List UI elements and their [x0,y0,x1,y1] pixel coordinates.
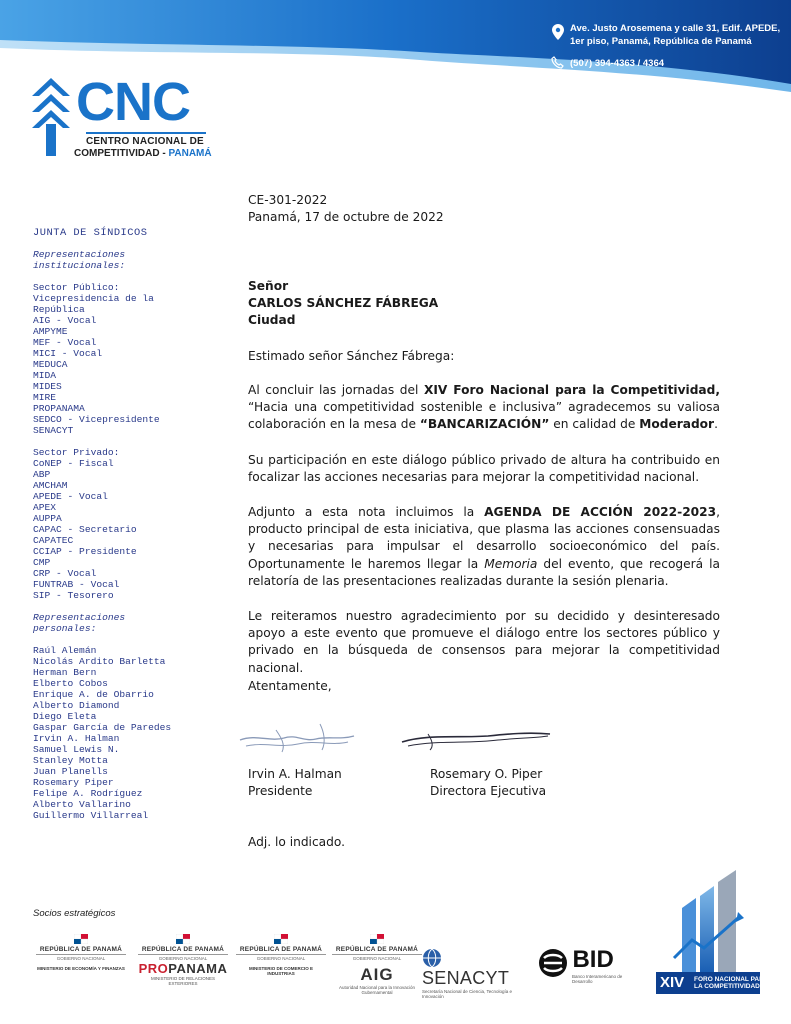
bid-wordmark: BID [572,946,614,973]
attachment-note: Adj. lo indicado. [248,835,345,849]
rep-name: REPÚBLICA DE PANAMÁ [239,946,323,953]
list-item: Samuel Lewis N. [33,744,120,755]
partner-propanama [138,934,228,986]
rep-name: REPÚBLICA DE PANAMÁ [39,946,123,953]
rep-sub: GOBIERNO NACIONAL [236,954,326,961]
list-item: Enrique A. de Obarrio [33,689,154,700]
list-item: MEDUCA [33,359,68,370]
list-item: Rosemary Piper [33,777,114,788]
list-item: FUNTRAB - Vocal [33,579,120,590]
rep-name: REPÚBLICA DE PANAMÁ [335,946,419,953]
partner-mef [36,934,126,971]
logo-line-2-text: COMPETITIVIDAD - [74,148,166,159]
rep-name: REPÚBLICA DE PANAMÁ [141,946,225,953]
propanama-sub: MINISTERIO DE RELACIONES EXTERIORES [150,976,215,986]
list-item: CoNEP - Fiscal [33,458,114,469]
signer-1-title: Presidente [248,784,313,799]
bid-logo-icon [538,948,568,978]
panama-flag-icon [74,934,88,944]
forum-number: XIV [660,974,685,991]
ministry-name: MINISTERIO DE ECONOMÍA Y FINANZAS [37,966,125,971]
paragraph-1-text: “Hacia una competitividad sostenible e inclusiva” agradecemos su valiosa colaboración en la mesa de [248,400,720,432]
logo-line-2-highlight: PANAMÁ [168,148,212,159]
list-item: Vicepresidencia de la [33,293,154,304]
list-item: Alberto Diamond [33,700,120,711]
addressee-city: Ciudad [248,313,296,328]
paragraph-4: Le reiteramos nuestro agradecimiento por su decidido y desinteresado apoyo a este evento que promueve el diálogo entre los sectores público y privado en la búsqueda de consensos para mejorar la competitividad nacional. [248,609,720,675]
list-item: PROPANAMA [33,403,85,414]
list-item: APEX [33,502,57,513]
forum-name-text [694,976,769,990]
addressee-block [248,278,438,330]
list-item: Stanley Motta [33,755,108,766]
list-item: CRP - Vocal [33,568,97,579]
signer-2-name: Rosemary O. Piper [430,767,543,781]
list-item: MIDES [33,381,62,392]
list-item: Juan Planells [33,766,108,777]
list-item: CAPAC - Secretario [33,524,137,535]
panama-flag-icon [176,934,190,944]
role-name: Moderador [639,417,715,432]
personal-heading [33,612,213,634]
letter-body [248,192,720,849]
partner-mici [236,934,326,976]
header-address [570,22,780,48]
location-pin-icon [552,24,564,40]
partner-bid [538,946,638,984]
list-item: SEDCO - Vicepresidente [33,414,160,425]
list-item: MICI - Vocal [33,348,103,359]
propanama-pro: PRO [138,961,169,976]
list-item: Gaspar García de Paredes [33,722,172,733]
list-item: MIDA [33,370,57,381]
agenda-name: AGENDA DE ACCIÓN 2022-2023 [484,505,717,519]
paragraph-1 [248,382,720,434]
institutional-heading [33,249,213,271]
addressee-name: CARLOS SÁNCHEZ FÁBREGA [248,296,439,311]
table-name: “BANCARIZACIÓN” [419,417,550,432]
propanama-logo [138,961,228,976]
logo-line-2 [74,148,212,159]
address-line-2: 1er piso, Panamá, República de Panamá [570,36,752,47]
list-item: Irvin A. Halman [33,733,120,744]
signature-2 [398,724,558,754]
ministry-name: MINISTERIO DE COMERCIO E INDUSTRIAS [248,966,313,976]
list-item: Felipe A. Rodríguez [33,788,143,799]
address-line-1: Ave. Justo Arosemena y calle 31, Edif. APEDE, [570,23,781,34]
memoria-word: Memoria [484,556,538,571]
paragraph-3-text: del evento, que recogerá la relatoría de las presentaciones realizadas durante la sesión plenaria. [248,556,720,588]
list-item: Guillermo Villarreal [33,810,149,821]
institutional-heading-line: institucionales: [33,260,126,271]
paragraph-1-text: . [714,417,718,432]
panama-flag-icon [370,934,384,944]
list-item: MEF - Vocal [33,337,97,348]
rep-sub: GOBIERNO NACIONAL [332,954,422,961]
partners-title: Socios estratégicos [33,908,116,919]
personal-list [33,645,213,821]
panama-flag-icon [274,934,288,944]
forum-name: XIV Foro Nacional para la Competitividad, [423,383,720,397]
list-item: AMPYME [33,326,68,337]
propanama-rest: PANAMA [168,961,228,976]
signer-2 [430,766,546,800]
paragraph-1-text: en calidad de [549,417,640,432]
list-item: Alberto Vallarino [33,799,131,810]
paragraph-1-text: Al concluir las jornadas del [248,383,424,397]
list-item: CMP [33,557,51,568]
paragraph-3 [248,504,720,590]
list-item: CAPATEC [33,535,74,546]
partner-senacyt [422,948,532,999]
senacyt-sub: Secretaría Nacional de Ciencia, Tecnología e Innovación [422,989,512,999]
salutation-title: Señor [248,279,289,293]
list-item: SENACYT [33,425,74,436]
list-item: AIG - Vocal [33,315,97,326]
list-item: AUPPA [33,513,62,524]
list-item: APEDE - Vocal [33,491,108,502]
signer-2-title: Directora Ejecutiva [430,784,547,799]
phone-icon [551,56,564,69]
signature-1 [236,712,366,762]
list-item: Diego Eleta [33,711,97,722]
header-phone: (507) 394-4363 / 4364 [570,58,665,69]
greeting: Estimado señor Sánchez Fábrega: [248,349,455,363]
senacyt-wordmark: SENACYT [422,968,510,988]
signer-1-name: Irvin A. Halman [248,767,342,781]
arrows-logo-icon [30,78,72,160]
closing: Atentamente, [248,679,332,693]
list-item: Nicolás Ardito Barletta [33,656,166,667]
list-item: CCIAP - Presidente [33,546,137,557]
private-sector-list [33,447,213,601]
reference-number: CE-301-2022 [248,193,328,207]
list-item: Herman Bern [33,667,97,678]
forum-line-2: LA COMPETITIVIDAD [694,983,760,990]
personal-heading-line: Representaciones [33,612,126,623]
rep-sub: GOBIERNO NACIONAL [138,954,228,961]
list-item: Sector Público: [33,282,120,293]
list-item: República [33,304,85,315]
bid-sub: Banco Interamericano de Desarrollo [572,973,623,984]
cnc-logo [30,72,220,160]
logo-acronym: CNC [76,72,190,132]
public-sector-list [33,282,213,436]
list-item: Elberto Cobos [33,678,108,689]
logo-divider [86,132,206,134]
institutional-heading-line: Representaciones [33,249,126,260]
personal-heading-line: personales: [33,623,97,634]
list-item: Sector Privado: [33,447,120,458]
list-item: MIRE [33,392,57,403]
paragraph-3-text: Adjunto a esta nota incluimos la [248,505,485,519]
aig-logo: AIG [360,965,394,984]
senacyt-globe-icon [422,948,442,968]
board-sidebar [33,228,213,832]
partner-aig [332,934,422,995]
list-item: ABP [33,469,51,480]
list-item: Raúl Alemán [33,645,97,656]
letter-date: Panamá, 17 de octubre de 2022 [248,210,444,225]
sidebar-title: JUNTA DE SÍNDICOS [33,227,148,239]
aig-sub: Autoridad Nacional para la Innovación Gubernamental [338,985,416,995]
signer-1 [248,766,342,800]
paragraph-3-text: , producto principal de esta iniciativa, que plasma las acciones consensuadas y necesarias para impulsar el desarrollo socioeconómico del país. Oportunamente le haremos llegar la [248,505,720,571]
rep-sub: GOBIERNO NACIONAL [36,954,126,961]
paragraph-2: Su participación en este diálogo público privado de altura ha contribuido en focalizar las acciones necesarias para mejorar la competitividad nacional. [248,453,720,485]
logo-line-1: CENTRO NACIONAL DE [86,136,204,147]
list-item: SIP - Tesorero [33,590,114,601]
list-item: AMCHAM [33,480,68,491]
forum-line-1: FORO NACIONAL PARA [694,976,769,983]
